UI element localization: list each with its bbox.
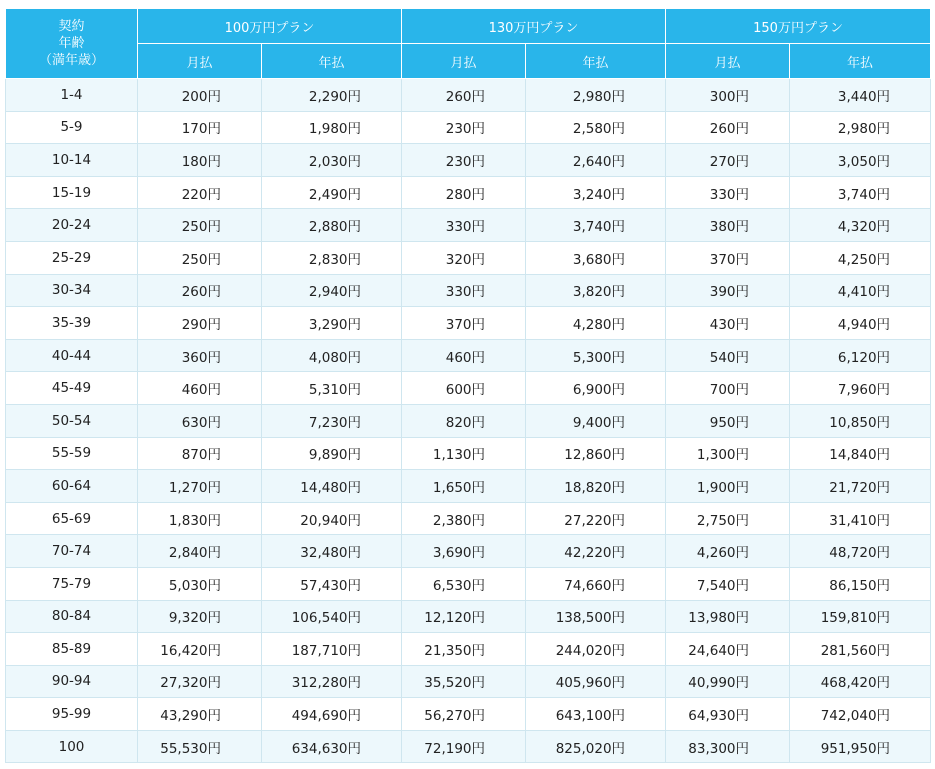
age-cell: 75-79 — [6, 567, 138, 600]
yearly-130-cell: 244,020円 — [526, 633, 666, 666]
yearly-100-cell: 7,230円 — [262, 404, 402, 437]
yearly-130-cell: 12,860円 — [526, 437, 666, 470]
table-row — [6, 404, 931, 437]
yearly-header: 年払 — [526, 44, 666, 79]
yearly-150-cell: 3,440円 — [790, 79, 931, 112]
table-row — [6, 176, 931, 209]
monthly-100-cell: 5,030円 — [138, 567, 262, 600]
yearly-100-cell: 2,880円 — [262, 209, 402, 242]
monthly-130-cell: 35,520円 — [402, 665, 526, 698]
age-cell: 70-74 — [6, 535, 138, 568]
yearly-130-cell: 3,240円 — [526, 176, 666, 209]
yearly-150-cell: 7,960円 — [790, 372, 931, 405]
monthly-100-cell: 27,320円 — [138, 665, 262, 698]
plan-header-150: 150万円プラン — [666, 9, 931, 44]
monthly-130-cell: 1,650円 — [402, 470, 526, 503]
table-row — [6, 665, 931, 698]
age-cell: 95-99 — [6, 698, 138, 731]
age-cell: 50-54 — [6, 404, 138, 437]
yearly-100-cell: 2,830円 — [262, 241, 402, 274]
monthly-130-cell: 460円 — [402, 339, 526, 372]
yearly-100-cell: 1,980円 — [262, 111, 402, 144]
table-row — [6, 307, 931, 340]
age-cell: 5-9 — [6, 111, 138, 144]
yearly-100-cell: 57,430円 — [262, 567, 402, 600]
age-cell: 1-4 — [6, 79, 138, 112]
table-row — [6, 209, 931, 242]
monthly-150-cell: 260円 — [666, 111, 790, 144]
yearly-100-cell: 2,030円 — [262, 144, 402, 177]
yearly-150-cell: 281,560円 — [790, 633, 931, 666]
age-cell: 100 — [6, 730, 138, 763]
age-header-line3: （満年歳） — [38, 53, 104, 68]
monthly-150-cell: 1,300円 — [666, 437, 790, 470]
yearly-100-cell: 2,290円 — [262, 79, 402, 112]
age-cell: 85-89 — [6, 633, 138, 666]
monthly-130-cell: 370円 — [402, 307, 526, 340]
yearly-100-cell: 494,690円 — [262, 698, 402, 731]
monthly-150-cell: 13,980円 — [666, 600, 790, 633]
age-cell: 45-49 — [6, 372, 138, 405]
monthly-100-cell: 1,830円 — [138, 502, 262, 535]
monthly-150-cell: 950円 — [666, 404, 790, 437]
yearly-100-cell: 14,480円 — [262, 470, 402, 503]
monthly-150-cell: 1,900円 — [666, 470, 790, 503]
yearly-150-cell: 3,050円 — [790, 144, 931, 177]
age-column-header — [6, 9, 138, 79]
yearly-100-cell: 9,890円 — [262, 437, 402, 470]
yearly-130-cell: 825,020円 — [526, 730, 666, 763]
yearly-130-cell: 6,900円 — [526, 372, 666, 405]
yearly-150-cell: 468,420円 — [790, 665, 931, 698]
monthly-130-cell: 230円 — [402, 144, 526, 177]
yearly-100-cell: 20,940円 — [262, 502, 402, 535]
table-row — [6, 79, 931, 112]
monthly-100-cell: 200円 — [138, 79, 262, 112]
monthly-130-cell: 330円 — [402, 209, 526, 242]
monthly-100-cell: 290円 — [138, 307, 262, 340]
monthly-150-cell: 300円 — [666, 79, 790, 112]
monthly-150-cell: 64,930円 — [666, 698, 790, 731]
age-cell: 55-59 — [6, 437, 138, 470]
monthly-150-cell: 2,750円 — [666, 502, 790, 535]
monthly-150-cell: 270円 — [666, 144, 790, 177]
yearly-100-cell: 187,710円 — [262, 633, 402, 666]
monthly-100-cell: 9,320円 — [138, 600, 262, 633]
table-row — [6, 144, 931, 177]
table-row — [6, 437, 931, 470]
yearly-100-cell: 3,290円 — [262, 307, 402, 340]
yearly-150-cell: 6,120円 — [790, 339, 931, 372]
yearly-130-cell: 27,220円 — [526, 502, 666, 535]
age-cell: 30-34 — [6, 274, 138, 307]
monthly-100-cell: 630円 — [138, 404, 262, 437]
table-row — [6, 274, 931, 307]
monthly-130-cell: 320円 — [402, 241, 526, 274]
table-row — [6, 502, 931, 535]
table-row — [6, 600, 931, 633]
monthly-130-cell: 280円 — [402, 176, 526, 209]
monthly-100-cell: 250円 — [138, 209, 262, 242]
yearly-150-cell: 159,810円 — [790, 600, 931, 633]
plan-header-100: 100万円プラン — [138, 9, 402, 44]
monthly-130-cell: 260円 — [402, 79, 526, 112]
table-row — [6, 730, 931, 763]
table-row — [6, 535, 931, 568]
monthly-100-cell: 220円 — [138, 176, 262, 209]
table-row — [6, 567, 931, 600]
age-cell: 35-39 — [6, 307, 138, 340]
monthly-130-cell: 6,530円 — [402, 567, 526, 600]
yearly-100-cell: 634,630円 — [262, 730, 402, 763]
monthly-130-cell: 3,690円 — [402, 535, 526, 568]
yearly-150-cell: 2,980円 — [790, 111, 931, 144]
monthly-130-cell: 820円 — [402, 404, 526, 437]
age-cell: 65-69 — [6, 502, 138, 535]
monthly-150-cell: 540円 — [666, 339, 790, 372]
age-cell: 90-94 — [6, 665, 138, 698]
yearly-100-cell: 4,080円 — [262, 339, 402, 372]
monthly-130-cell: 1,130円 — [402, 437, 526, 470]
monthly-100-cell: 55,530円 — [138, 730, 262, 763]
yearly-150-cell: 4,410円 — [790, 274, 931, 307]
yearly-130-cell: 405,960円 — [526, 665, 666, 698]
monthly-150-cell: 24,640円 — [666, 633, 790, 666]
monthly-100-cell: 16,420円 — [138, 633, 262, 666]
monthly-100-cell: 43,290円 — [138, 698, 262, 731]
yearly-130-cell: 74,660円 — [526, 567, 666, 600]
monthly-150-cell: 83,300円 — [666, 730, 790, 763]
yearly-130-cell: 18,820円 — [526, 470, 666, 503]
yearly-100-cell: 2,490円 — [262, 176, 402, 209]
monthly-150-cell: 380円 — [666, 209, 790, 242]
yearly-150-cell: 48,720円 — [790, 535, 931, 568]
age-cell: 40-44 — [6, 339, 138, 372]
yearly-130-cell: 4,280円 — [526, 307, 666, 340]
monthly-150-cell: 370円 — [666, 241, 790, 274]
table-body — [6, 79, 931, 763]
monthly-130-cell: 56,270円 — [402, 698, 526, 731]
age-cell: 10-14 — [6, 144, 138, 177]
monthly-150-cell: 430円 — [666, 307, 790, 340]
table-header — [6, 9, 931, 79]
monthly-100-cell: 870円 — [138, 437, 262, 470]
table-row — [6, 241, 931, 274]
yearly-130-cell: 9,400円 — [526, 404, 666, 437]
table-row — [6, 339, 931, 372]
yearly-130-cell: 3,740円 — [526, 209, 666, 242]
age-cell: 15-19 — [6, 176, 138, 209]
monthly-100-cell: 260円 — [138, 274, 262, 307]
monthly-150-cell: 40,990円 — [666, 665, 790, 698]
monthly-100-cell: 460円 — [138, 372, 262, 405]
monthly-150-cell: 4,260円 — [666, 535, 790, 568]
table-row — [6, 372, 931, 405]
monthly-150-cell: 390円 — [666, 274, 790, 307]
monthly-100-cell: 360円 — [138, 339, 262, 372]
yearly-130-cell: 2,640円 — [526, 144, 666, 177]
yearly-150-cell: 951,950円 — [790, 730, 931, 763]
premium-table-container — [5, 8, 931, 763]
table-row — [6, 633, 931, 666]
monthly-130-cell: 2,380円 — [402, 502, 526, 535]
yearly-100-cell: 32,480円 — [262, 535, 402, 568]
premium-table — [5, 8, 931, 763]
yearly-130-cell: 138,500円 — [526, 600, 666, 633]
yearly-130-cell: 2,980円 — [526, 79, 666, 112]
age-header-line1: 契約 — [58, 19, 85, 34]
age-cell: 25-29 — [6, 241, 138, 274]
yearly-header: 年払 — [790, 44, 931, 79]
monthly-header: 月払 — [402, 44, 526, 79]
yearly-150-cell: 86,150円 — [790, 567, 931, 600]
monthly-100-cell: 170円 — [138, 111, 262, 144]
monthly-130-cell: 600円 — [402, 372, 526, 405]
yearly-130-cell: 3,680円 — [526, 241, 666, 274]
monthly-130-cell: 330円 — [402, 274, 526, 307]
plan-header-130: 130万円プラン — [402, 9, 666, 44]
yearly-150-cell: 21,720円 — [790, 470, 931, 503]
age-cell: 20-24 — [6, 209, 138, 242]
monthly-header: 月払 — [666, 44, 790, 79]
age-cell: 80-84 — [6, 600, 138, 633]
yearly-130-cell: 643,100円 — [526, 698, 666, 731]
monthly-130-cell: 21,350円 — [402, 633, 526, 666]
monthly-130-cell: 12,120円 — [402, 600, 526, 633]
yearly-130-cell: 5,300円 — [526, 339, 666, 372]
monthly-100-cell: 1,270円 — [138, 470, 262, 503]
monthly-130-cell: 230円 — [402, 111, 526, 144]
yearly-150-cell: 4,250円 — [790, 241, 931, 274]
yearly-150-cell: 14,840円 — [790, 437, 931, 470]
monthly-150-cell: 7,540円 — [666, 567, 790, 600]
monthly-150-cell: 330円 — [666, 176, 790, 209]
yearly-150-cell: 4,940円 — [790, 307, 931, 340]
table-row — [6, 698, 931, 731]
yearly-130-cell: 42,220円 — [526, 535, 666, 568]
monthly-header: 月払 — [138, 44, 262, 79]
yearly-150-cell: 10,850円 — [790, 404, 931, 437]
yearly-100-cell: 2,940円 — [262, 274, 402, 307]
table-row — [6, 111, 931, 144]
yearly-header: 年払 — [262, 44, 402, 79]
yearly-100-cell: 106,540円 — [262, 600, 402, 633]
table-row — [6, 470, 931, 503]
monthly-100-cell: 180円 — [138, 144, 262, 177]
yearly-150-cell: 742,040円 — [790, 698, 931, 731]
yearly-150-cell: 4,320円 — [790, 209, 931, 242]
yearly-150-cell: 3,740円 — [790, 176, 931, 209]
yearly-130-cell: 2,580円 — [526, 111, 666, 144]
age-cell: 60-64 — [6, 470, 138, 503]
yearly-100-cell: 5,310円 — [262, 372, 402, 405]
monthly-100-cell: 2,840円 — [138, 535, 262, 568]
yearly-150-cell: 31,410円 — [790, 502, 931, 535]
monthly-130-cell: 72,190円 — [402, 730, 526, 763]
monthly-150-cell: 700円 — [666, 372, 790, 405]
yearly-100-cell: 312,280円 — [262, 665, 402, 698]
monthly-100-cell: 250円 — [138, 241, 262, 274]
age-header-line2: 年齢 — [58, 36, 85, 51]
yearly-130-cell: 3,820円 — [526, 274, 666, 307]
